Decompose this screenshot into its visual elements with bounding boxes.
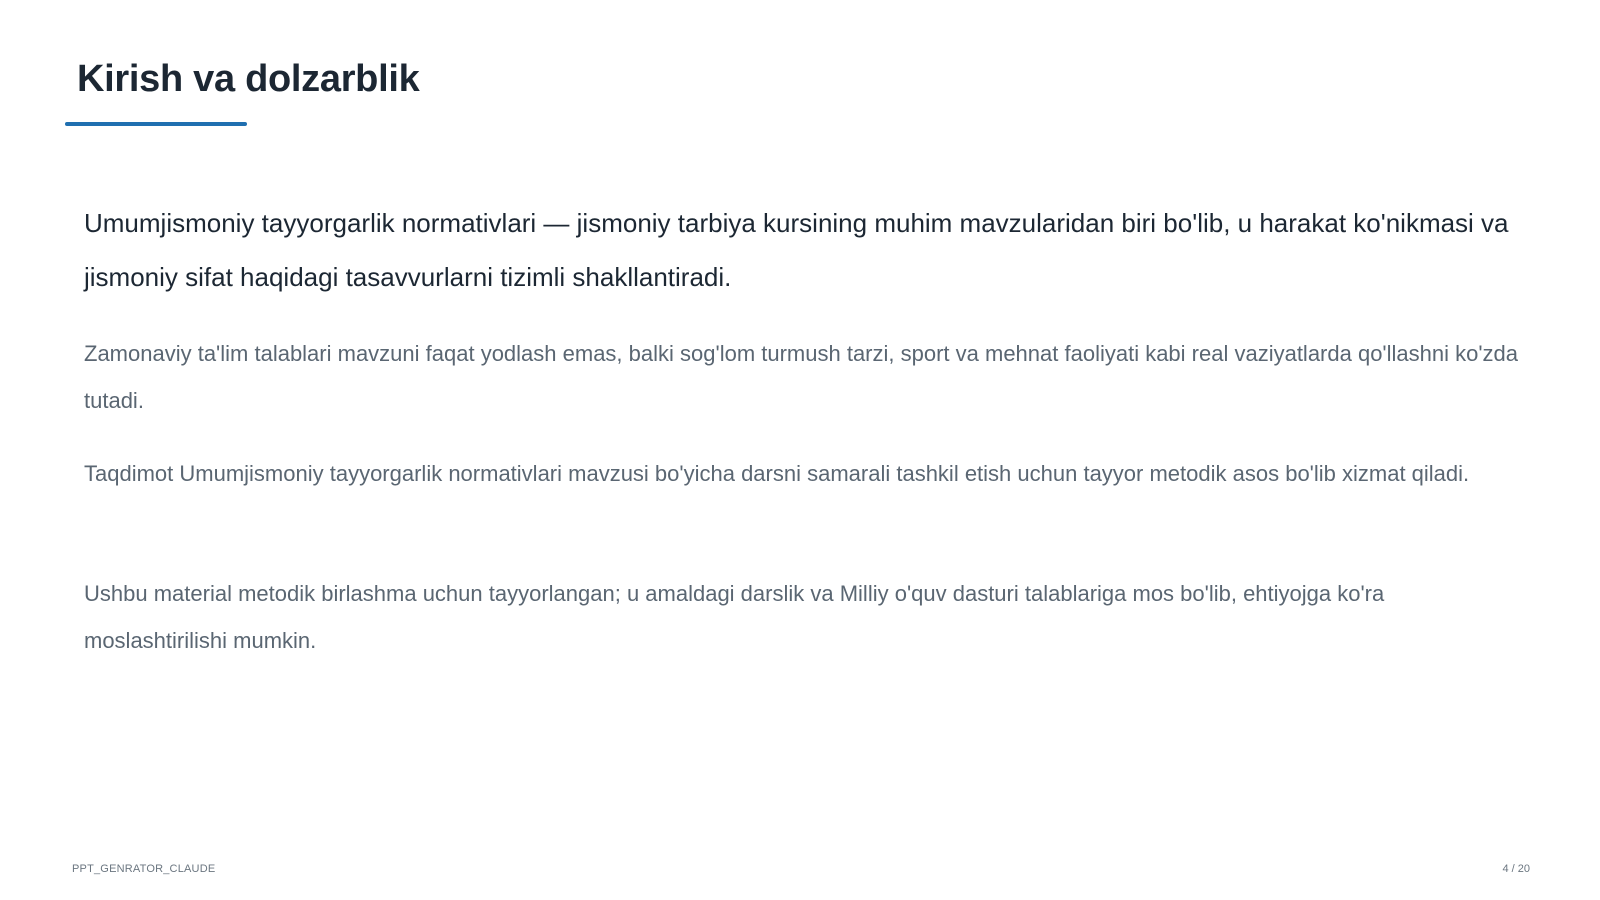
lead-paragraph: Umumjismoniy tayyorgarlik normativlari — jismoniy tarbiya kursining muhim mavzularidan biri bo'lib, u harakat ko'nikmasi va jismoniy sifat haqidagi tasavvurlarni tizimli shakllantiradi.	[84, 208, 1509, 292]
body-paragraph-3: Ushbu material metodik birlashma uchun tayyorlangan; u amaldagi darslik va Milliy o'quv dasturi talablariga mos bo'lib, ehtiyojga ko'ra moslashtirilishi mumkin.	[84, 581, 1385, 653]
body-paragraph-2: Taqdimot Umumjismoniy tayyorgarlik normativlari mavzusi bo'yicha darsni samarali tashkil etish uchun tayyor metodik asos bo'lib xizmat qiladi.	[84, 461, 1470, 486]
slide-title: Kirish va dolzarblik	[77, 58, 420, 100]
page-indicator: 4 / 20	[1502, 863, 1530, 875]
footer-brand: PPT_GENRATOR_CLAUDE	[72, 863, 216, 875]
title-underline	[65, 122, 247, 126]
body-paragraph-1: Zamonaviy ta'lim talablari mavzuni faqat yodlash emas, balki sog'lom turmush tarzi, sport va mehnat faoliyati kabi real vaziyatlarda qo'llashni ko'zda tutadi.	[84, 341, 1519, 413]
